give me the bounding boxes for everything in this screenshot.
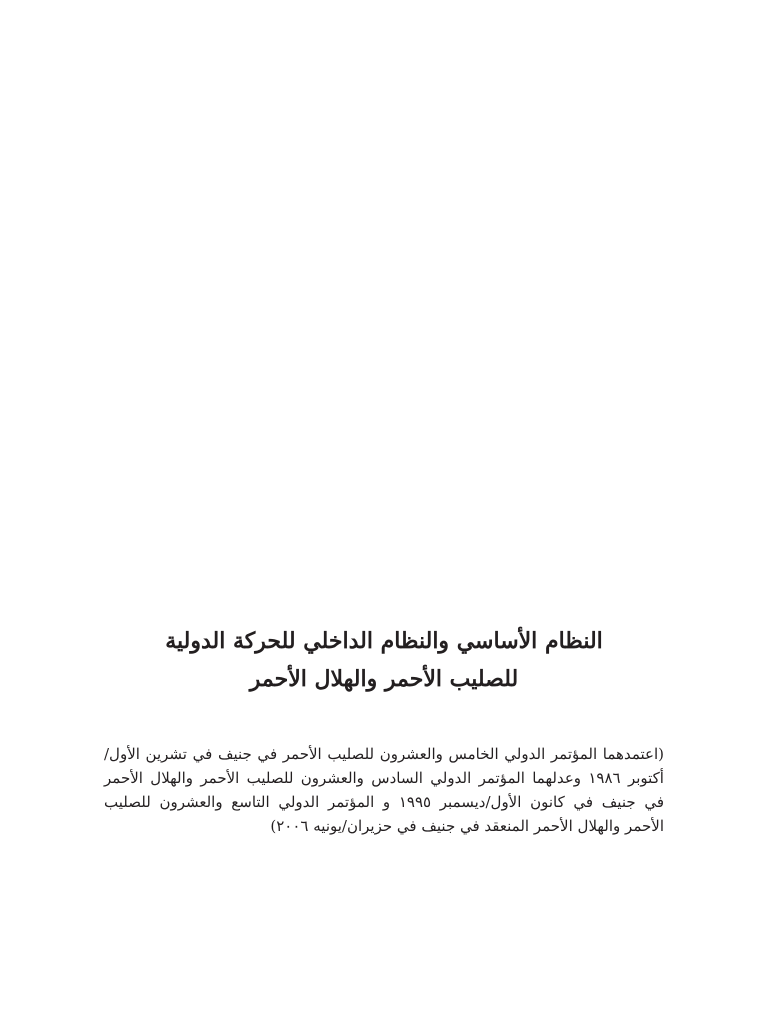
note-line-3: في جنيف في كانون الأول/ديسمبر ١٩٩٥ و المؤتمر الدولي التاسع والعشرون للصليب xyxy=(104,793,664,811)
adoption-note xyxy=(104,742,664,838)
note-line-4: الأحمر والهلال الأحمر المنعقد في جنيف في حزيران/يونيه ٢٠٠٦) xyxy=(270,817,664,835)
title-line-2: للصليب الأحمر والهلال الأحمر xyxy=(249,666,519,692)
document-title xyxy=(100,622,668,698)
note-line-2: أكتوبر ١٩٨٦ وعدلهما المؤتمر الدولي السادس والعشرون للصليب الأحمر والهلال الأحمر xyxy=(104,769,664,787)
note-line-1: (اعتمدهما المؤتمر الدولي الخامس والعشرون للصليب الأحمر في جنيف في تشرين الأول/ xyxy=(104,745,664,763)
title-line-1: النظام الأساسي والنظام الداخلي للحركة الدولية xyxy=(165,628,603,654)
